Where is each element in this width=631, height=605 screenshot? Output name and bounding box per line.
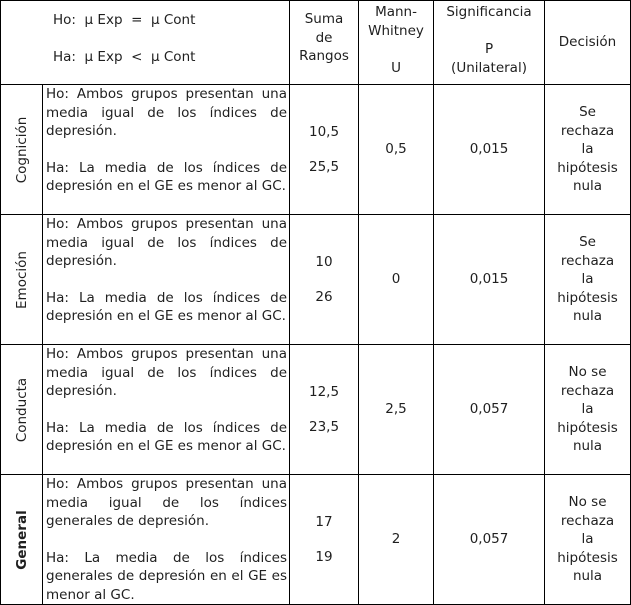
u-value: 2 <box>359 475 434 605</box>
decision-line: rechaza <box>560 512 615 529</box>
row-label: General <box>13 509 30 570</box>
decision-line: la <box>581 531 594 548</box>
sig-header-line: (Unilateral) <box>451 59 527 76</box>
mann-header-line: Whitney <box>368 22 424 39</box>
decision-line: hipótesis <box>557 549 618 566</box>
decision-line: nula <box>572 308 603 325</box>
sig-header-line: P <box>484 41 494 57</box>
p-value: 0,057 <box>434 345 545 475</box>
hypothesis-cell <box>43 215 290 345</box>
rank-cont: 25,5 <box>308 159 340 175</box>
ho-text: Ho: Ambos grupos presentan una media igual de los índices de depresión. <box>46 86 288 139</box>
row-label: Conducta <box>13 377 30 442</box>
table-row <box>1 345 631 475</box>
decision-line: No se <box>568 494 607 511</box>
ha-text: Ha: La media de los índices de depresión en el GE es menor al GC. <box>46 289 288 324</box>
row-label-cell <box>1 215 43 345</box>
suma-header-line: Rangos <box>299 48 349 64</box>
ho-header-text: Ho: µ Exp = µ Cont <box>53 12 196 28</box>
suma-header-line: de <box>315 29 333 46</box>
decision-cell <box>545 85 631 215</box>
ho-text: Ho: Ambos grupos presentan una media igual de los índices generales de depresión. <box>46 476 288 529</box>
decision-line: Se <box>579 234 596 251</box>
p-value: 0,015 <box>434 85 545 215</box>
decision-line: hipótesis <box>557 419 618 436</box>
row-label-cell <box>1 345 43 475</box>
decision-header: Decisión <box>545 1 631 85</box>
row-label: Emoción <box>13 250 30 309</box>
row-label-cell <box>1 85 43 215</box>
decision-line: rechaza <box>560 122 615 139</box>
mann-whitney-header <box>359 1 434 85</box>
decision-line: rechaza <box>560 382 615 399</box>
mann-header-line: Mann- <box>375 4 417 20</box>
rank-sum-cell <box>290 85 359 215</box>
decision-line: la <box>581 401 594 418</box>
ha-text: Ha: La media de los índices de depresión en el GE es menor al GC. <box>46 159 288 194</box>
ha-text: Ha: La media de los índices de depresión en el GE es menor al GC. <box>46 419 288 454</box>
row-label-cell <box>1 475 43 605</box>
decision-line: Se <box>579 104 596 121</box>
mann-header-spacer <box>359 40 433 59</box>
decision-line: rechaza <box>560 252 615 269</box>
significancia-header <box>434 1 545 85</box>
decision-line: No se <box>568 364 607 381</box>
hypothesis-header-cell <box>1 1 290 85</box>
rank-cont: 19 <box>315 549 333 565</box>
ho-text: Ho: Ambos grupos presentan una media igual de los índices de depresión. <box>46 216 288 269</box>
rank-exp: 10 <box>315 253 333 270</box>
table-row <box>1 475 631 605</box>
sig-header-spacer <box>434 22 544 41</box>
ha-text: Ha: La media de los índices generales de depresión en el GE es menor al GC. <box>46 549 288 603</box>
u-value: 2,5 <box>359 345 434 475</box>
decision-line: nula <box>572 568 603 585</box>
table-row <box>1 215 631 345</box>
decision-line: la <box>581 141 594 158</box>
rank-cont: 26 <box>315 289 333 305</box>
rank-sum-cell <box>290 215 359 345</box>
decision-line: la <box>581 271 594 288</box>
u-value: 0 <box>359 215 434 345</box>
rank-exp: 10,5 <box>308 123 340 140</box>
decision-cell <box>545 475 631 605</box>
p-value: 0,015 <box>434 215 545 345</box>
suma-rangos-header <box>290 1 359 85</box>
ho-text: Ho: Ambos grupos presentan una media igual de los índices de depresión. <box>46 346 288 399</box>
rank-cont: 23,5 <box>308 419 340 435</box>
hypothesis-cell <box>43 85 290 215</box>
hypothesis-cell <box>43 345 290 475</box>
decision-cell <box>545 345 631 475</box>
hypothesis-cell <box>43 475 290 605</box>
row-label: Cognición <box>13 116 30 183</box>
sig-header-line: Significancia <box>446 4 532 20</box>
table-row <box>1 85 631 215</box>
decision-line: nula <box>572 178 603 195</box>
p-value: 0,057 <box>434 475 545 605</box>
rank-exp: 12,5 <box>308 383 340 400</box>
rank-sum-cell <box>290 475 359 605</box>
rank-sum-cell <box>290 345 359 475</box>
u-value: 0,5 <box>359 85 434 215</box>
decision-line: hipótesis <box>557 289 618 306</box>
decision-cell <box>545 215 631 345</box>
decision-line: nula <box>572 438 603 455</box>
ha-header-text: Ha: µ Exp < µ Cont <box>53 48 196 65</box>
decision-line: hipótesis <box>557 159 618 176</box>
mann-header-line: U <box>391 59 401 76</box>
header-row <box>1 1 631 85</box>
suma-header-line: Suma <box>304 11 344 27</box>
rank-exp: 17 <box>315 513 333 530</box>
